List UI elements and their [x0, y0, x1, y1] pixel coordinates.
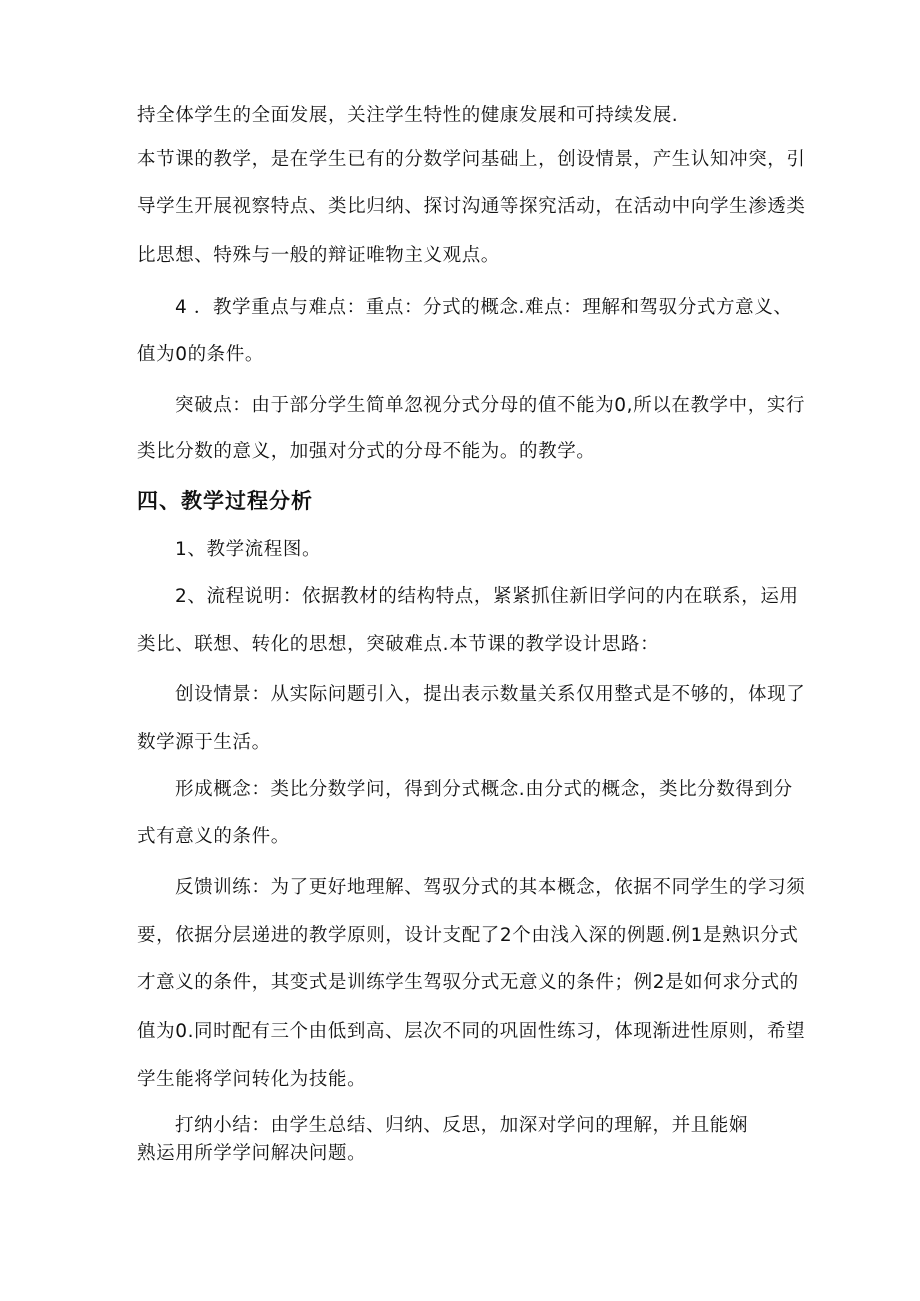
paragraph-line: 突破点：由于部分学生简单忽视分式分母的值不能为0,所以在教学中，实行 [175, 395, 806, 416]
paragraph-line: 要，依据分层递进的教学原则，设计支配了2个由浅入深的例题.例1是熟识分式 [137, 925, 799, 946]
paragraph-line: 才意义的条件，其变式是训练学生驾驭分式无意义的条件；例2是如何求分式的 [137, 972, 799, 993]
paragraph-line: 1、教学流程图。 [175, 539, 322, 560]
paragraph-line: 数学源于生活。 [137, 732, 271, 753]
paragraph-line: 创设情景：从实际问题引入，提出表示数量关系仅用整式是不够的，体现了 [175, 684, 806, 705]
paragraph-line: 反馈训练：为了更好地理解、驾驭分式的其本概念，依据不同学生的学习须 [175, 877, 806, 898]
paragraph-line: 4 ．教学重点与难点：重点：分式的概念.难点：理解和驾驭分式方意义、 [175, 297, 793, 318]
paragraph-line: 本节课的教学，是在学生已有的分数学问基础上，创设情景，产生认知冲突，引 [137, 149, 806, 170]
paragraph-line: 值为0的条件。 [137, 344, 264, 365]
paragraph-line: 式有意义的条件。 [137, 826, 290, 847]
paragraph-line: 2、流程说明：依据教材的结构特点，紧紧抓住新旧学问的内在联系，运用 [175, 586, 799, 607]
paragraph-line: 类比、联想、转化的思想，突破难点.本节课的教学设计思路： [137, 634, 660, 655]
paragraph-line: 比思想、特殊与一般的辩证唯物主义观点。 [137, 245, 500, 266]
paragraph-line: 值为0.同时配有三个由低到高、层次不同的巩固性练习，体现渐进性原则，希望 [137, 1021, 806, 1042]
paragraph-line: 打纳小结：由学生总结、归纳、反思，加深对学问的理解，并且能娴 [175, 1115, 749, 1136]
paragraph-line: 类比分数的意义，加强对分式的分母不能为。的教学。 [137, 441, 596, 462]
section-heading: 四、教学过程分析 [137, 489, 313, 513]
paragraph-line: 学生能将学问转化为技能。 [137, 1069, 367, 1090]
paragraph-line: 导学生开展视察特点、类比归纳、探讨沟通等探究活动，在活动中向学生渗透类 [137, 196, 806, 217]
paragraph-line: 持全体学生的全面发展，关注学生特性的健康发展和可持续发展. [137, 105, 679, 126]
paragraph-line: 形成概念：类比分数学问，得到分式概念.由分式的概念，类比分数得到分 [175, 779, 793, 800]
paragraph-line: 熟运用所学学问解决问题。 [137, 1143, 367, 1164]
